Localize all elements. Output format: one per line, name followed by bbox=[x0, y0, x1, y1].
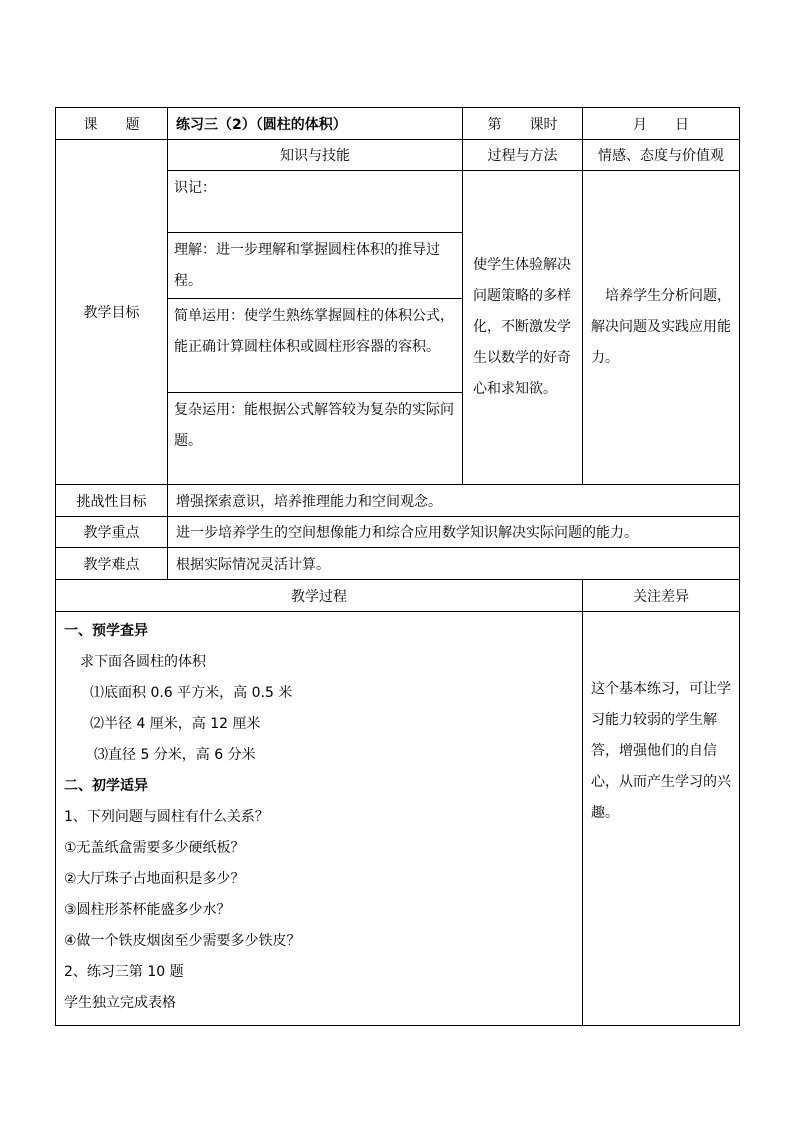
process-line: ②大厅珠子占地面积是多少？ bbox=[64, 871, 245, 887]
difficult-points-row bbox=[56, 548, 740, 580]
process-line: 学生独立完成表格 bbox=[64, 995, 176, 1011]
section-heading: 一、预学查异 bbox=[64, 623, 148, 639]
key-points-label: 教学重点 bbox=[56, 517, 168, 548]
process-body-row bbox=[56, 612, 740, 1026]
lesson-plan-table bbox=[55, 107, 740, 1026]
process-header: 教学过程 bbox=[56, 580, 583, 612]
topic-label: 课 题 bbox=[56, 108, 168, 140]
key-points-row bbox=[56, 517, 740, 548]
knowledge-list bbox=[168, 171, 463, 485]
challenge-row bbox=[56, 485, 740, 517]
date-label: 月 日 bbox=[583, 108, 740, 140]
section-heading: 二、初学适异 bbox=[64, 778, 148, 794]
knowledge-item-complex-use: 复杂运用：能根据公式解答较为复杂的实际问题。 bbox=[174, 402, 454, 449]
process-method-header: 过程与方法 bbox=[463, 140, 583, 171]
process-line: ④做一个铁皮烟囱至少需要多少铁皮？ bbox=[64, 933, 301, 949]
header-row bbox=[56, 108, 740, 140]
emotion-text: 培养学生分析问题，解决问题及实践应用能力。 bbox=[583, 171, 740, 485]
lesson-label: 第 课时 bbox=[463, 108, 583, 140]
challenge-label: 挑战性目标 bbox=[56, 485, 168, 517]
topic-value: 练习三（2）（圆柱的体积） bbox=[168, 108, 463, 140]
difficult-points-label: 教学难点 bbox=[56, 548, 168, 580]
difficult-points-value: 根据实际情况灵活计算。 bbox=[168, 548, 740, 580]
process-line: 1、下列问题与圆柱有什么关系？ bbox=[64, 809, 269, 825]
process-line: ⑵半径 4 厘米，高 12 厘米 bbox=[90, 716, 261, 732]
emotion-header: 情感、态度与价值观 bbox=[583, 140, 740, 171]
diff-header: 关注差异 bbox=[583, 580, 740, 612]
process-line: ①无盖纸盒需要多少硬纸板？ bbox=[64, 840, 245, 856]
key-points-value: 进一步培养学生的空间想像能力和综合应用数学知识解决实际问题的能力。 bbox=[168, 517, 740, 548]
process-header-row bbox=[56, 580, 740, 612]
knowledge-item-understand: 理解：进一步理解和掌握圆柱体积的推导过程。 bbox=[168, 233, 462, 299]
knowledge-item-memorize: 识记： bbox=[168, 171, 462, 233]
challenge-value: 增强探索意识，培养推理能力和空间观念。 bbox=[168, 485, 740, 517]
process-content bbox=[56, 612, 583, 1026]
knowledge-header: 知识与技能 bbox=[168, 140, 463, 171]
goals-label: 教学目标 bbox=[56, 140, 168, 485]
process-line: ⑶直径 5 分米，高 6 分米 bbox=[94, 747, 256, 763]
knowledge-item-simple-use: 简单运用：使学生熟练掌握圆柱的体积公式，能正确计算圆柱体积或圆柱形容器的容积。 bbox=[168, 299, 462, 393]
process-line: ⑴底面积 0.6 平方米，高 0.5 米 bbox=[90, 685, 293, 701]
process-line: 求下面各圆柱的体积 bbox=[80, 654, 206, 670]
process-method-text: 使学生体验解决问题策略的多样化，不断激发学生以数学的好奇心和求知欲。 bbox=[463, 171, 583, 485]
diff-text: 这个基本练习，可让学习能力较弱的学生解答，增强他们的自信心，从而产生学习的兴趣。 bbox=[583, 612, 740, 1026]
goals-header-row bbox=[56, 140, 740, 171]
process-line: ③圆柱形茶杯能盛多少水？ bbox=[64, 902, 231, 918]
process-line: 2、练习三第 10 题 bbox=[64, 964, 184, 980]
